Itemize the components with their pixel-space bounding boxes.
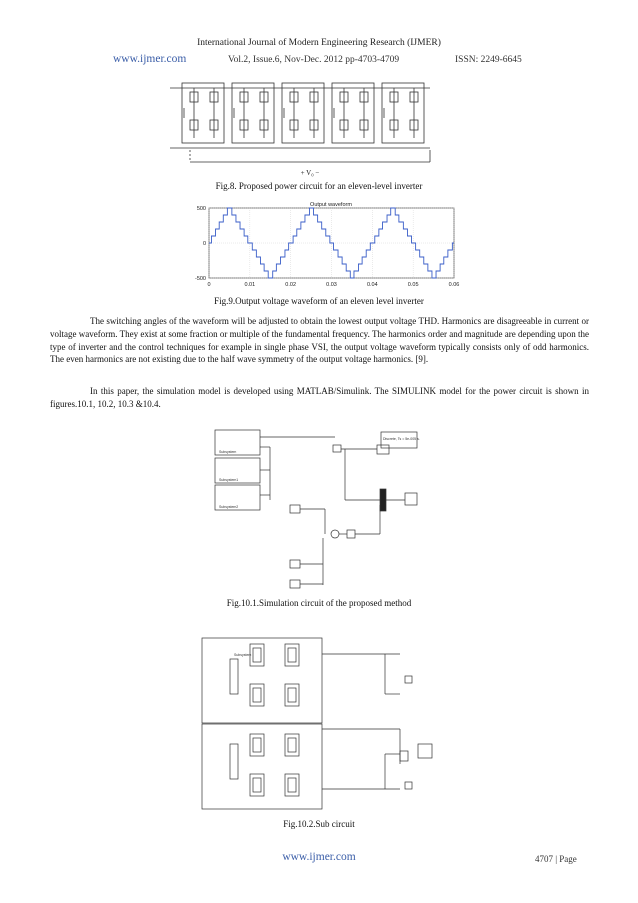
switch-block bbox=[250, 734, 264, 756]
chart-x-tick-label: 0.03 bbox=[326, 282, 337, 288]
fig10-1-simulation-circuit bbox=[205, 425, 435, 595]
subsystem2-label: Subsystem2 bbox=[219, 505, 239, 509]
journal-title: International Journal of Modern Engineering Research (IJMER) bbox=[197, 38, 441, 48]
switch-block bbox=[250, 644, 264, 666]
fig10-2-caption: Fig.10.2.Sub circuit bbox=[283, 819, 355, 829]
fig10-2-sub-circuit bbox=[200, 634, 440, 812]
header-volume: Vol.2, Issue.6, Nov-Dec. 2012 pp-4703-4709 bbox=[228, 55, 400, 65]
chart-x-tick-label: 0.02 bbox=[285, 282, 297, 288]
fig8-power-circuit-diagram bbox=[160, 78, 440, 178]
paragraph-simulation: In this paper, the simulation model is developed using MATLAB/Simulink. The SIMULINK model for the power circuit is shown in figures.10.1, 10.2, 10.3 &10.4. bbox=[50, 386, 589, 409]
fig8-caption: Fig.8. Proposed power circuit for an eleven-level inverter bbox=[215, 181, 423, 191]
fig10-1-caption: Fig.10.1.Simulation circuit of the proposed method bbox=[226, 598, 412, 608]
chart-x-tick-label: 0 bbox=[207, 282, 211, 288]
switch-inner bbox=[253, 648, 261, 662]
fig9-caption: Fig.9.Output voltage waveform of an eleven level inverter bbox=[214, 296, 424, 306]
footer-url-link[interactable]: www.ijmer.com bbox=[282, 851, 356, 863]
switch-block bbox=[250, 684, 264, 706]
chart-x-tick-label: 0.01 bbox=[244, 282, 256, 288]
paragraph-harmonics: The switching angles of the waveform will be adjusted to obtain the lowest output voltage THD. Harmonics are disagreeable in current or voltage waveform. They exist at some fraction or multiple of the fundamental frequency. The harmonics order and magnitude are depending upon the type of inverter and the control techniques for example in single phase VSI, the output voltage waveform typically consists only of odd harmonics. The even harmonics are not existing due to the half wave symmetry of the output voltage harmonics. [9]. bbox=[50, 316, 589, 365]
subsystem-label: Subsystem bbox=[219, 450, 237, 454]
chart-x-tick-label: 0.06 bbox=[448, 282, 460, 288]
switch-block bbox=[285, 734, 299, 756]
subsystem-label: Subsystem bbox=[234, 653, 252, 657]
switch-inner bbox=[288, 648, 296, 662]
switch-inner bbox=[253, 778, 261, 792]
chart-y-tick-label: 500 bbox=[196, 206, 206, 212]
fig8-output-label: + V₀ − bbox=[300, 169, 320, 177]
switch-block bbox=[285, 774, 299, 796]
powergui-label: Discrete, Ts = 5e-005 s. bbox=[383, 437, 420, 441]
header-issn: ISSN: 2249-6645 bbox=[455, 55, 522, 65]
switch-block bbox=[285, 684, 299, 706]
chart-y-tick-label: -500 bbox=[194, 276, 206, 282]
chart-x-tick-label: 0.05 bbox=[407, 282, 419, 288]
page-number: 4707 | Page bbox=[535, 854, 577, 864]
switch-block bbox=[285, 644, 299, 666]
fig9-output-waveform-chart bbox=[187, 198, 460, 292]
switch-inner bbox=[288, 738, 296, 752]
chart-title: Output waveform bbox=[310, 202, 352, 208]
switch-block bbox=[250, 774, 264, 796]
switch-inner bbox=[253, 738, 261, 752]
subsystem1-label: Subsystem1 bbox=[219, 478, 239, 482]
chart-y-tick-label: 0 bbox=[202, 241, 206, 247]
chart-x-tick-label: 0.04 bbox=[366, 282, 378, 288]
switch-inner bbox=[288, 688, 296, 702]
switch-inner bbox=[253, 688, 261, 702]
switch-inner bbox=[288, 778, 296, 792]
header-url-link[interactable]: www.ijmer.com bbox=[113, 53, 187, 65]
